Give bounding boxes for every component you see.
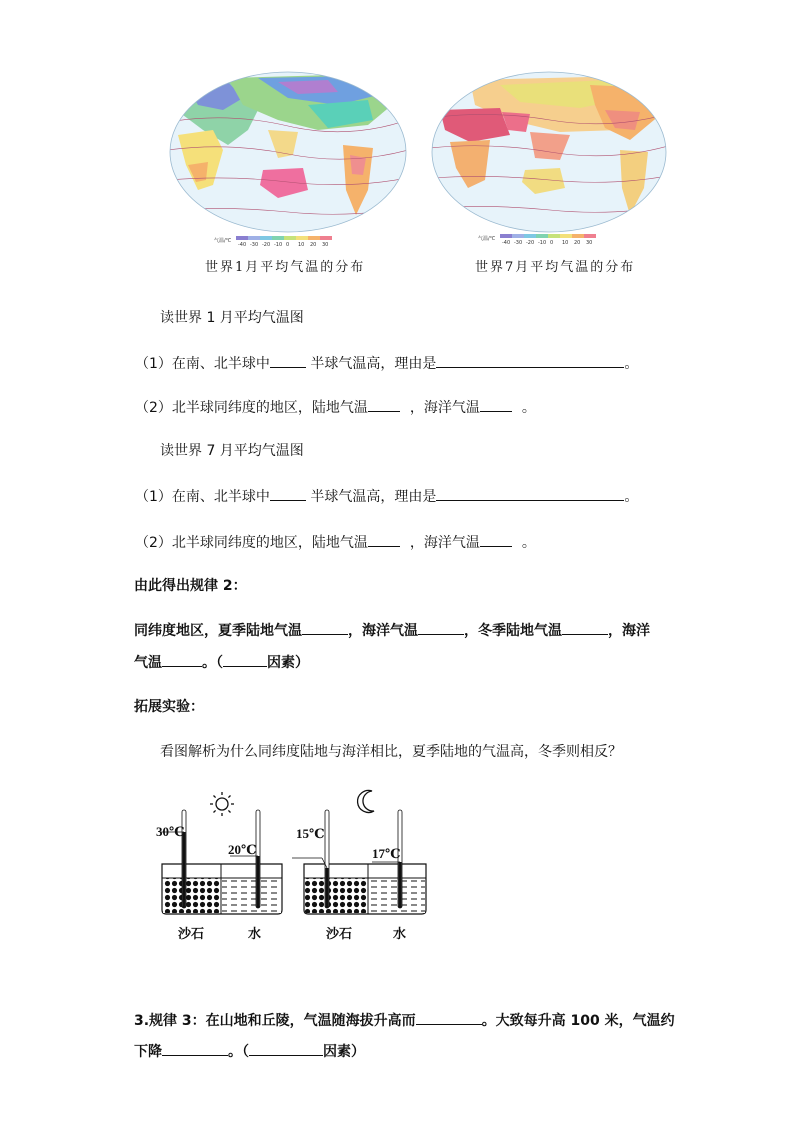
jan-question-1: （1）在南、北半球中 半球气温高，理由是 。: [135, 353, 638, 374]
answer-blank[interactable]: [162, 652, 202, 667]
moon-icon: [358, 790, 374, 812]
legend-tick: 30: [586, 240, 593, 246]
legend-tick: -30: [514, 240, 523, 246]
day-water-temperature: 20℃: [228, 842, 257, 857]
answer-blank[interactable]: [270, 353, 306, 368]
legend-tick: -30: [250, 242, 259, 248]
day-sand-label: 沙石: [178, 927, 205, 942]
answer-blank[interactable]: [436, 353, 624, 368]
temperature-legend: [236, 236, 332, 248]
legend-tick: 10: [298, 242, 305, 248]
answer-blank[interactable]: [562, 620, 608, 635]
january-temperature-map: [168, 70, 408, 250]
legend-tick: 10: [562, 240, 569, 246]
legend-swatch: [512, 234, 524, 238]
legend-swatch: [548, 234, 560, 238]
legend-swatch: [284, 236, 296, 240]
night-water-label: 水: [393, 927, 407, 942]
legend-swatch: [560, 234, 572, 238]
legend-swatch: [500, 234, 512, 238]
answer-blank[interactable]: [223, 652, 267, 667]
legend-tick: 30: [322, 242, 329, 248]
legend-swatch: [236, 236, 248, 240]
day-water-label: 水: [248, 927, 262, 942]
rule2-line-2: 气温 。（ 因素）: [134, 652, 309, 673]
answer-blank[interactable]: [480, 397, 512, 412]
answer-blank[interactable]: [416, 1010, 482, 1025]
july-temperature-map: [430, 70, 668, 250]
answer-blank[interactable]: [368, 532, 400, 547]
legend-label: 气温/℃: [214, 238, 232, 244]
legend-swatch: [524, 234, 536, 238]
rule2-line-1: 同纬度地区，夏季陆地气温 ，海洋气温 ，冬季陆地气温 ，海洋: [134, 620, 650, 641]
answer-blank[interactable]: [162, 1041, 228, 1056]
jan-question-2: （2）北半球同纬度的地区，陆地气温 ，海洋气温 。: [135, 397, 536, 418]
legend-swatch: [536, 234, 548, 238]
legend-tick: -20: [262, 242, 271, 248]
legend-tick: 0: [286, 242, 290, 248]
answer-blank[interactable]: [436, 486, 624, 501]
jul-question-1: （1）在南、北半球中 半球气温高，理由是 。: [135, 486, 638, 507]
legend-tick: 20: [310, 242, 317, 248]
legend-tick: -40: [238, 242, 247, 248]
temperature-legend: [500, 234, 596, 246]
experiment-diagram: [150, 782, 440, 952]
july-map-caption: 世界7月平均气温的分布: [475, 260, 636, 275]
legend-swatch: [272, 236, 284, 240]
jul-question-2: （2）北半球同纬度的地区，陆地气温 ，海洋气温 。: [135, 532, 536, 553]
sun-icon: [210, 792, 234, 816]
legend-swatch: [296, 236, 308, 240]
answer-blank[interactable]: [270, 486, 306, 501]
january-section-title: 读世界 1 月平均气温图: [160, 310, 304, 326]
night-sand-temperature: 15℃: [296, 826, 325, 841]
legend-tick: -20: [526, 240, 535, 246]
night-water-temperature: 17℃: [372, 846, 401, 861]
night-sand-label: 沙石: [326, 927, 353, 942]
legend-label: 气温/℃: [478, 236, 496, 242]
legend-swatch: [584, 234, 596, 238]
legend-swatch: [248, 236, 260, 240]
rule2-heading: 由此得出规律 2：: [134, 578, 247, 594]
legend-tick: 0: [550, 240, 554, 246]
legend-swatch: [308, 236, 320, 240]
january-map-caption: 世界1月平均气温的分布: [205, 260, 366, 275]
experiment-heading: 拓展实验：: [134, 699, 204, 715]
legend-swatch: [320, 236, 332, 240]
experiment-question: 看图解析为什么同纬度陆地与海洋相比，夏季陆地的气温高，冬季则相反？: [160, 744, 622, 760]
legend-tick: 20: [574, 240, 581, 246]
legend-tick: -40: [502, 240, 511, 246]
legend-tick: -10: [274, 242, 283, 248]
answer-blank[interactable]: [368, 397, 400, 412]
answer-blank[interactable]: [418, 620, 464, 635]
legend-swatch: [260, 236, 272, 240]
answer-blank[interactable]: [302, 620, 348, 635]
day-sand-temperature: 30℃: [156, 824, 185, 839]
answer-blank[interactable]: [249, 1041, 323, 1056]
answer-blank[interactable]: [480, 532, 512, 547]
legend-tick: -10: [538, 240, 547, 246]
legend-swatch: [572, 234, 584, 238]
rule3-line-2: 下降 。（ 因素）: [134, 1041, 365, 1062]
rule3-line-1: 3.规律 3：在山地和丘陵，气温随海拔升高而 。大致每升高 100 米，气温约: [134, 1010, 675, 1031]
july-section-title: 读世界 7 月平均气温图: [160, 443, 304, 459]
